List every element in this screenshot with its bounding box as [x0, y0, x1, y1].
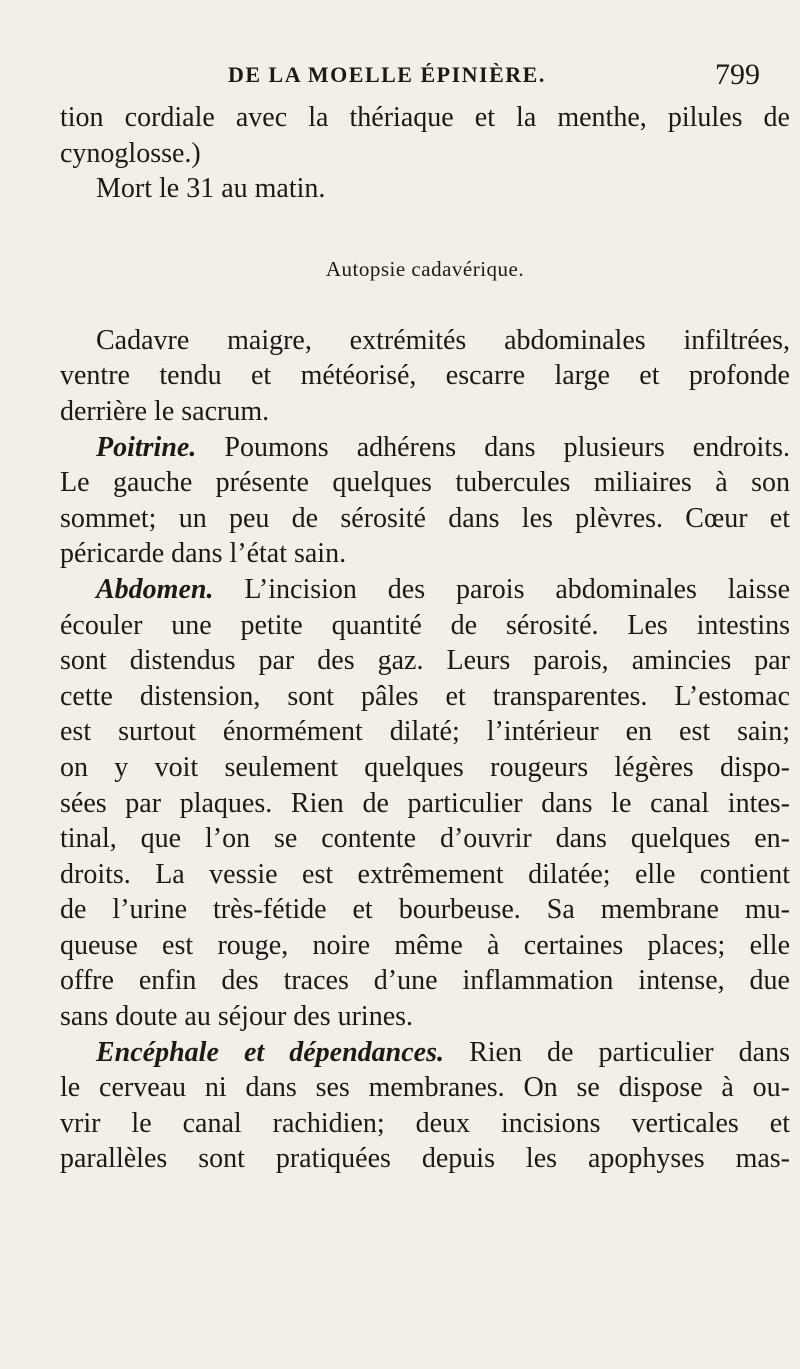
page-number: 799 — [715, 58, 760, 91]
paragraph-encephale — [60, 1035, 790, 1177]
text-line: sées par plaques. Rien de particulier dans le canal intes- — [60, 787, 790, 819]
text-line: droits. La vessie est extrêmement dilatée; elle contient — [60, 858, 790, 890]
running-head-title: DE LA MOELLE ÉPINIÈRE. — [228, 62, 546, 87]
paragraph-abdomen — [60, 572, 790, 1035]
paragraph-poitrine — [60, 430, 790, 572]
text-line: cynoglosse.) — [60, 137, 201, 169]
body-text — [60, 100, 790, 1177]
text-line: Mort le 31 au matin. — [96, 173, 326, 205]
paragraph-label: Encéphale et dépendances. — [96, 1036, 444, 1068]
text-line: parallèles sont pratiquées depuis les apophyses mas- — [60, 1143, 790, 1175]
text-line: Poitrine. Poumons adhérens dans plusieurs endroits. — [96, 431, 790, 463]
text-line: sommet; un peu de sérosité dans les plèvres. Cœur et — [60, 502, 790, 534]
text-line: derrière le sacrum. — [60, 395, 270, 427]
text-line: écouler une petite quantité de sérosité. Les intestins — [60, 609, 790, 641]
paragraph-label: Abdomen. — [96, 573, 214, 605]
text-line: vrir le canal rachidien; deux incisions verticales et — [60, 1107, 790, 1139]
running-head — [80, 58, 760, 98]
text-line: ventre tendu et météorisé, escarre large et profonde — [60, 360, 790, 392]
text-line: Le gauche présente quelques tubercules miliaires à son — [60, 467, 790, 499]
text-line: de l’urine très-fétide et bourbeuse. Sa membrane mu- — [60, 894, 790, 926]
text-line: on y voit seulement quelques rougeurs légères dispo- — [60, 751, 790, 783]
text-line: Abdomen. L’incision des parois abdominales laisse — [96, 573, 790, 605]
text-line: Encéphale et dépendances. Rien de particulier dans — [96, 1036, 790, 1068]
text-line: péricarde dans l’état sain. — [60, 538, 347, 570]
text-line: sans doute au séjour des urines. — [60, 1001, 414, 1033]
text-line: offre enfin des traces d’une inflammation intense, due — [60, 965, 790, 997]
text-line: queuse est rouge, noire même à certaines places; elle — [60, 929, 790, 961]
text-line: est surtout énormément dilaté; l’intérieur en est sain; — [60, 716, 790, 748]
text-line: cette distension, sont pâles et transparentes. L’estomac — [60, 680, 790, 712]
paragraph-label: Poitrine. — [96, 431, 197, 463]
text-line: le cerveau ni dans ses membranes. On se dispose à ou- — [60, 1072, 790, 1104]
text-line: tinal, que l’on se contente d’ouvrir dans quelques en- — [60, 823, 790, 855]
section-heading: Autopsie cadavérique. — [325, 256, 525, 281]
paragraph-general — [60, 323, 790, 430]
text-line: sont distendus par des gaz. Leurs parois, amincies par — [60, 645, 790, 677]
text-line: Cadavre maigre, extrémités abdominales infiltrées, — [96, 324, 790, 356]
text-line: tion cordiale avec la thériaque et la menthe, pilules de — [60, 102, 790, 133]
